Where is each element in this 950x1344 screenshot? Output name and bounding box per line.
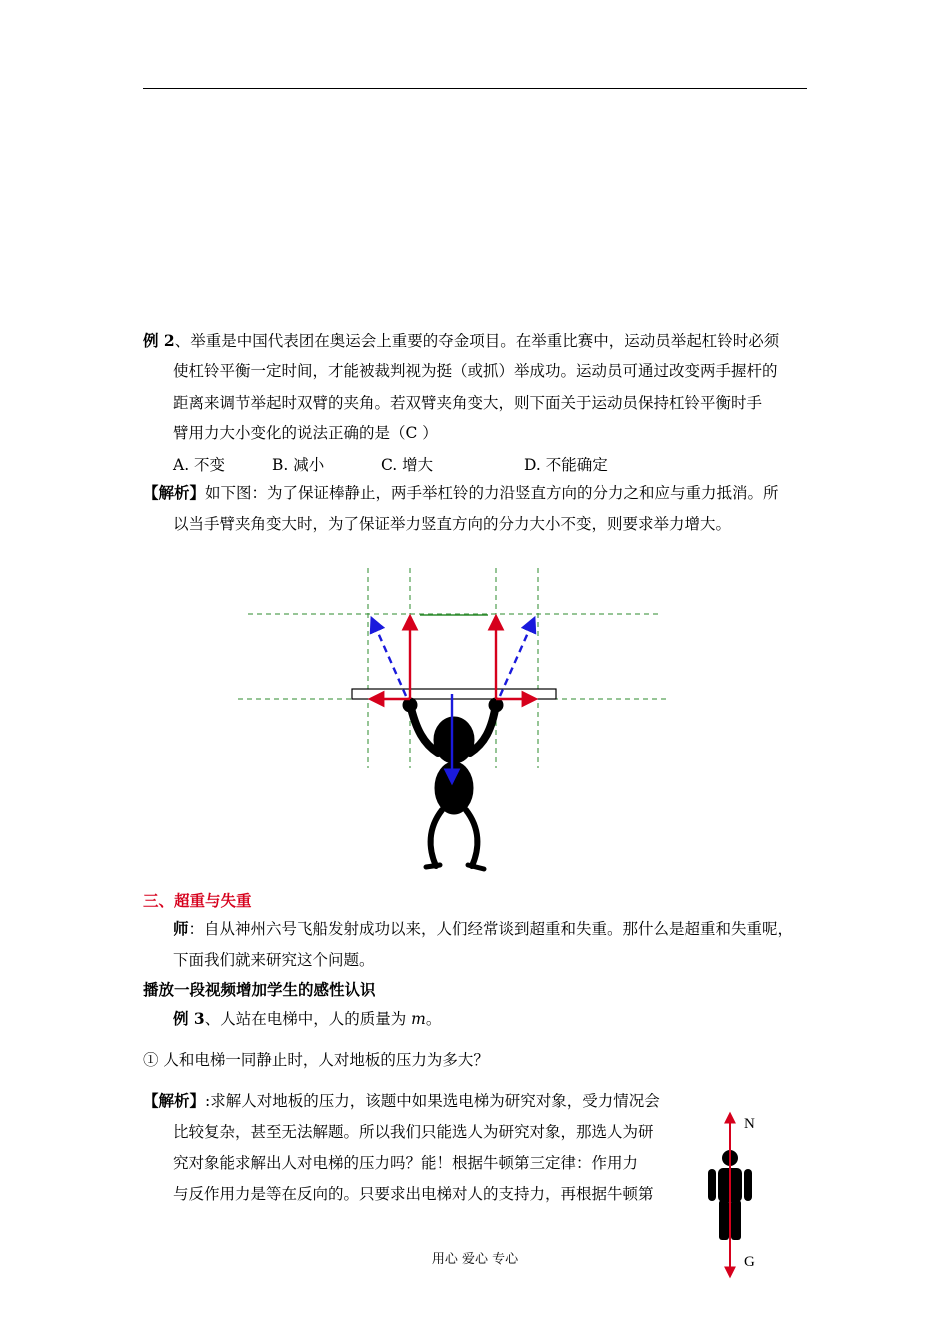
option-c: C. 增大 — [381, 456, 434, 474]
barbell — [352, 689, 556, 699]
analysis-label-2: 【解析】 — [143, 1091, 206, 1110]
gravity-label: G — [744, 1254, 755, 1270]
header-rule — [143, 88, 807, 89]
example3-analysis-line4: 与反作用力是等在反向的。只要求出电梯对人的支持力，再根据牛顿第 — [173, 1185, 654, 1203]
example2-line2: 使杠铃平衡一定时间，才能被裁判视为挺（或抓）举成功。运动员可通过改变两手握杆的 — [173, 362, 778, 380]
example2-line4: 臂用力大小变化的说法正确的是（C ） — [173, 424, 438, 442]
example3-analysis-line1: 【解析】:求解人对地板的压力，该题中如果选电梯为研究对象，受力情况会 — [143, 1091, 660, 1110]
teacher-line2: 下面我们就来研究这个问题。 — [173, 951, 375, 969]
option-d: D. 不能确定 — [524, 456, 608, 474]
example2-line3: 距离来调节举起时双臂的夹角。若双臂夹角变大，则下面关于运动员保持杠铃平衡时手 — [173, 394, 763, 412]
example3-analysis-line2: 比较复杂，甚至无法解题。所以我们只能选人为研究对象，那选人为研 — [173, 1123, 654, 1141]
mass-variable: m — [411, 1010, 426, 1028]
example3-analysis-line3: 究对象能求解出人对电梯的压力吗？能！根据牛顿第三定律：作用力 — [173, 1154, 639, 1172]
option-b: B. 减小 — [272, 456, 325, 474]
weightlifter-force-diagram — [230, 560, 680, 880]
left-arm-force-arrow — [372, 619, 406, 696]
option-a: A. 不变 — [173, 456, 226, 474]
teacher-label: 师 — [173, 919, 189, 938]
example3-label: 例 3 — [173, 1009, 205, 1028]
normal-force-label: N — [744, 1116, 755, 1132]
example2-analysis-line2: 以当手臂夹角变大时，为了保证举力竖直方向的分力大小不变，则要求举力增大。 — [173, 515, 732, 533]
question-1: ① 人和电梯一同静止时，人对地板的压力为多大？ — [143, 1051, 489, 1069]
analysis-label: 【解析】 — [143, 483, 206, 502]
section3-title: 三、超重与失重 — [143, 891, 252, 910]
page-footer: 用心 爱心 专心 — [431, 1252, 519, 1267]
example2-line1: 例 2、举重是中国代表团在奥运会上重要的夺金项目。在举重比赛中，运动员举起杠铃时必须 — [143, 331, 780, 350]
example3-line: 例 3、人站在电梯中，人的质量为 m。 — [173, 1009, 442, 1028]
example2-label: 例 2 — [143, 331, 175, 350]
teacher-line1: 师：自从神州六号飞船发射成功以来，人们经常谈到超重和失重。那什么是超重和失重呢， — [173, 919, 794, 938]
right-arm-force-arrow — [500, 619, 534, 696]
example2-analysis-line1: 【解析】如下图：为了保证棒静止，两手举杠铃的力沿竖直方向的分力之和应与重力抵消。所 — [143, 483, 779, 502]
video-note: 播放一段视频增加学生的感性认识 — [143, 980, 376, 999]
